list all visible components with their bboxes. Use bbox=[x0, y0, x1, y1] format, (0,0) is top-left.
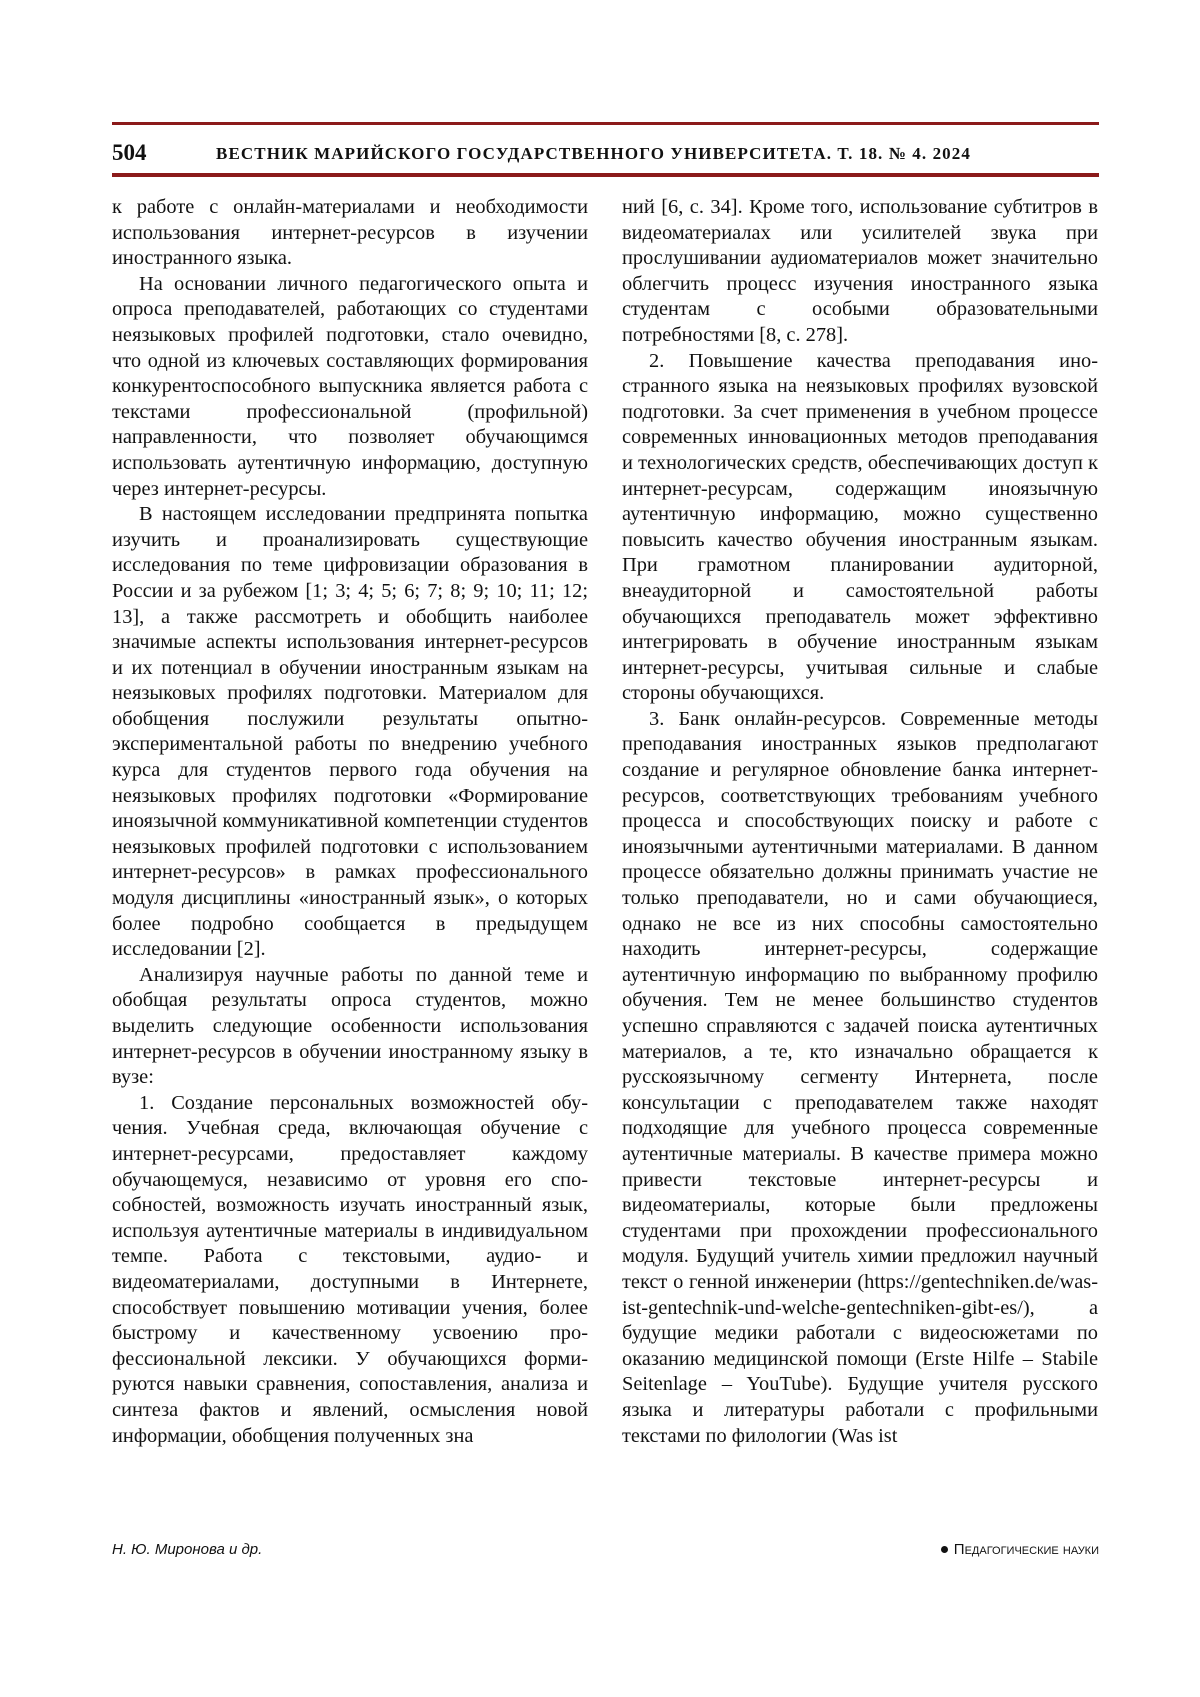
left-column bbox=[112, 195, 588, 1525]
footer-section bbox=[941, 1540, 1099, 1560]
paragraph: ний [6, с. 34]. Кроме того, использование субтитров в видеоматериалах или усилителей звука при прослушивании аудиоматериалов может значительно облегчить процесс изучения иностранного языка студентам с особыми образовательными потребностями [8, с. 278]. bbox=[622, 196, 1098, 346]
page-header bbox=[112, 138, 1099, 168]
paragraph: 1. Создание персональных возможностей обучения. Учебная среда, включающая обучение с интернет-ресурсами, предоставляет каждому обучающемуся, независимо от уровня его способностей, возможность изучать иностранный язык, используя аутентичные материалы в индивидуальном темпе. Работа с текстовыми, аудио- и видеоматериалами, доступными в Интернете, способствует повышению мотивации учения, более быстрому и качественному усвоению профессиональной лексики. У обучающихся формируются навыки сравнения, сопоставления, анализа и синтеза фактов и явлений, осмысления новой информации, обобщения полученных зна bbox=[112, 1091, 588, 1447]
journal-title: ВЕСТНИК МАРИЙСКОГО ГОСУДАРСТВЕННОГО УНИВЕРСИТЕТА. Т. 18. № 4. 2024 bbox=[216, 144, 971, 163]
paragraph: В настоящем исследовании предпринята попытка изучить и проанализировать существующие исследования по теме цифровизации образования в России и за рубежом [1; 3; 4; 5; 6; 7; 8; 9; 10; 11; 12; 13], а также рассмотреть и обобщить наиболее значимые аспекты использования интернет-ресурсов и их потенциал в обучении иностранным языкам на неязыковых профилях подготовки. Материалом для обобщения послужили результаты опытно-экспериментальной работы по внедрению учебного курса для студентов первого года обучения на неязыковых профилях подготовки «Формирование иноязычной коммуникативной компетенции студентов неязыковых профилей подготовки с использованием интернет-ресурсов» в рамках профессионального модуля дисциплины «иностранный язык», о которых более подробно сообщается в предыдущем исследовании [2]. bbox=[112, 503, 588, 961]
paragraph: к работе с онлайн-материалами и необходимости использования интернет-ресурсов в изучении иностранного языка. bbox=[112, 196, 588, 270]
bullet-icon bbox=[941, 1546, 948, 1553]
paragraph: На основании личного педагогического опыта и опроса преподавателей, работающих со студентами неязыковых профилей подготовки, стало очевидно, что одной из ключевых составляющих формирования конкурентоспособного выпускника является работа с текстами профессиональной (профильной) направленности, что позволяет обучающимся использовать аутентичную информацию, доступную через интернет-ресурсы. bbox=[112, 272, 588, 500]
page-number: 504 bbox=[112, 140, 147, 165]
header-top-rule bbox=[112, 122, 1099, 125]
header-bottom-rule bbox=[112, 173, 1099, 177]
paragraph: 2. Повышение качества преподавания иностранного языка на неязыковых профилях вузовской подготовки. За счет применения в учебном процессе современных инновационных методов преподавания и технологических средств, обеспечивающих доступ к интернет-ресурсам, содержащим иноязычную аутентичную информацию, можно существенно повысить качество обучения иностранным языкам. При грамотном планировании аудиторной, внеаудиторной и самостоятельной работы обучающихся преподаватель может эффективно интегрировать в обучение иностранным языкам интернет-ресурсы, учитывая сильные и слабые стороны обучающихся. bbox=[622, 349, 1098, 705]
paragraph: 3. Банк онлайн-ресурсов. Современные методы преподавания иностранных языков предполагают создание и регулярное обновление банка интернет-ресурсов, соответствующих требованиям учебного процесса и способствующих поиску и работе с иноязычными аутентичными материалами. В данном процессе обязательно должны принимать участие не только преподаватели, но и сами обучающиеся, однако не все из них способны самостоятельно находить интернет-ресурсы, содержащие аутентичную информацию по выбранному профилю обучения. Тем не менее большинство студентов успешно справляются с задачей поиска аутентичных материалов, а те, кто изначально обращается к русскоязычному сегменту Интернета, после консультации с преподавателем также находят подходящие для учебного процесса современные аутентичные материалы. В качестве примера можно привести текстовые интернет-ресурсы и видеоматериалы, которые были предложены студентами при прохождении профессионального модуля. Будущий учитель химии предложил научный текст о генной инженерии (https://gentechniken.de/was-ist-gentechnik-und-welche-gentechniken-gibt-es/), а будущие медики работали с видеосюжетами по оказанию медицинской помощи (Erste Hilfe – Stabile Seitenlage – YouTube). Будущие учителя русского языка и литературы работали с профильными текстами по филологии (Was ist bbox=[622, 707, 1098, 1447]
right-column bbox=[622, 195, 1098, 1525]
footer-section-label: Педагогические науки bbox=[953, 1541, 1099, 1558]
footer-authors: Н. Ю. Миронова и др. bbox=[112, 1541, 263, 1558]
paragraph: Анализируя научные работы по данной теме и обобщая результаты опроса студентов, можно выделить следующие особенности использования интернет-ресурсов в обучении иностранному языку в вузе: bbox=[112, 963, 588, 1089]
